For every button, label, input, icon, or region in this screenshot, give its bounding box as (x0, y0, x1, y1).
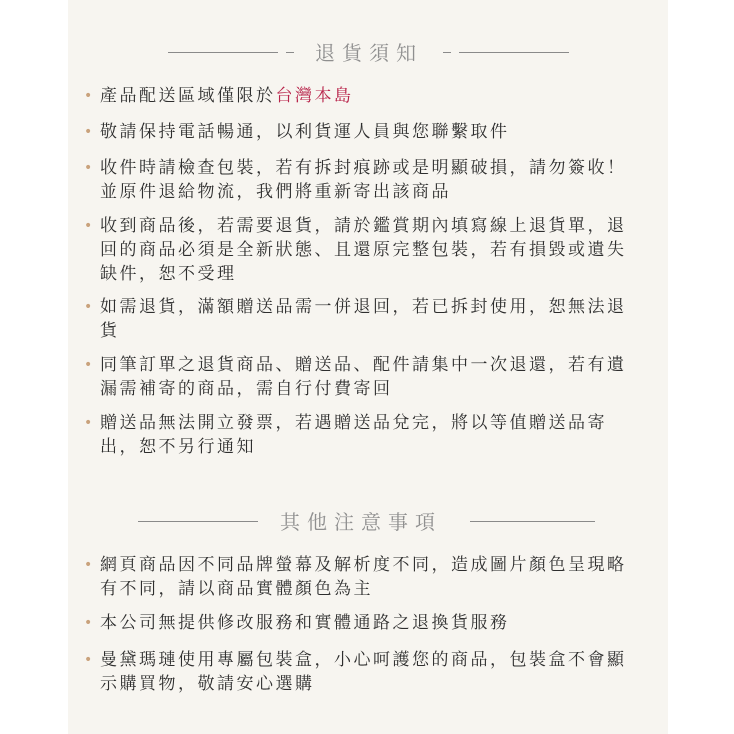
header-dash-left (286, 52, 294, 53)
header-rule-left (168, 52, 278, 53)
returns-item-text: 贈送品無法開立發票，若遇贈送品兌完，將以等值贈送品寄出，恕不另行通知 (100, 413, 607, 457)
returns-item-text: 收到商品後，若需要退貨，請於鑑賞期內填寫線上退貨單，退回的商品必須是全新狀態、且還原完整包裝，若有損毀或遺失缺件，恕不受理 (100, 216, 627, 284)
notes-section-title: 其他注意事項 (280, 510, 442, 534)
bullet-icon: • (84, 160, 93, 176)
notes-item-no-alteration (84, 611, 640, 635)
returns-item-return-process (84, 214, 640, 286)
bullet-icon: • (84, 557, 93, 573)
notes-item-text: 本公司無提供修改服務和實體通路之退換貨服務 (100, 613, 510, 633)
returns-item-gifts (84, 295, 640, 343)
notes-item-text: 網頁商品因不同品牌螢幕及解析度不同，造成圖片顏色呈現略有不同，請以商品實體顏色為主 (100, 555, 627, 599)
returns-item-text (100, 84, 640, 108)
returns-item-text: 如需退貨，滿額贈送品需一併退回，若已拆封使用，恕無法退貨 (100, 297, 627, 341)
header-rule-right (470, 521, 595, 522)
returns-item-text: 敬請保持電話暢通，以利貨運人員與您聯繫取件 (100, 122, 510, 142)
highlight-text: 台灣本島 (275, 86, 354, 106)
notes-item-color-difference (84, 553, 640, 601)
notes-section-header (68, 507, 668, 537)
bullet-icon: • (84, 299, 93, 315)
header-rule-left (138, 521, 258, 522)
returns-item-phone (84, 120, 640, 144)
bullet-icon: • (84, 357, 93, 373)
info-panel (68, 0, 668, 734)
returns-item-text: 收件時請檢查包裝，若有拆封痕跡或是明顯破損，請勿簽收！並原件退給物流，我們將重新寄出該商品 (100, 158, 627, 202)
returns-item-text-main: 產品配送區域僅限於 (100, 86, 276, 106)
returns-item-text: 同筆訂單之退貨商品、贈送品、配件請集中一次退還，若有遺漏需補寄的商品，需自行付費寄回 (100, 355, 627, 399)
bullet-icon: • (84, 652, 93, 668)
returns-item-inspect-package (84, 156, 640, 204)
header-dash-right (443, 52, 451, 53)
bullet-icon: • (84, 88, 93, 104)
notes-item-packaging (84, 648, 640, 696)
returns-section-header (68, 38, 668, 68)
header-rule-right (459, 52, 569, 53)
bullet-icon: • (84, 218, 93, 234)
returns-item-delivery-area (84, 84, 640, 108)
returns-item-same-order (84, 353, 640, 401)
bullet-icon: • (84, 615, 93, 631)
bullet-icon: • (84, 415, 93, 431)
notes-item-text: 曼黛瑪璉使用專屬包裝盒，小心呵護您的商品，包裝盒不會顯示購買物，敬請安心選購 (100, 650, 627, 694)
returns-section-title: 退貨須知 (315, 41, 423, 65)
returns-item-gift-invoice (84, 411, 640, 459)
bullet-icon: • (84, 124, 93, 140)
